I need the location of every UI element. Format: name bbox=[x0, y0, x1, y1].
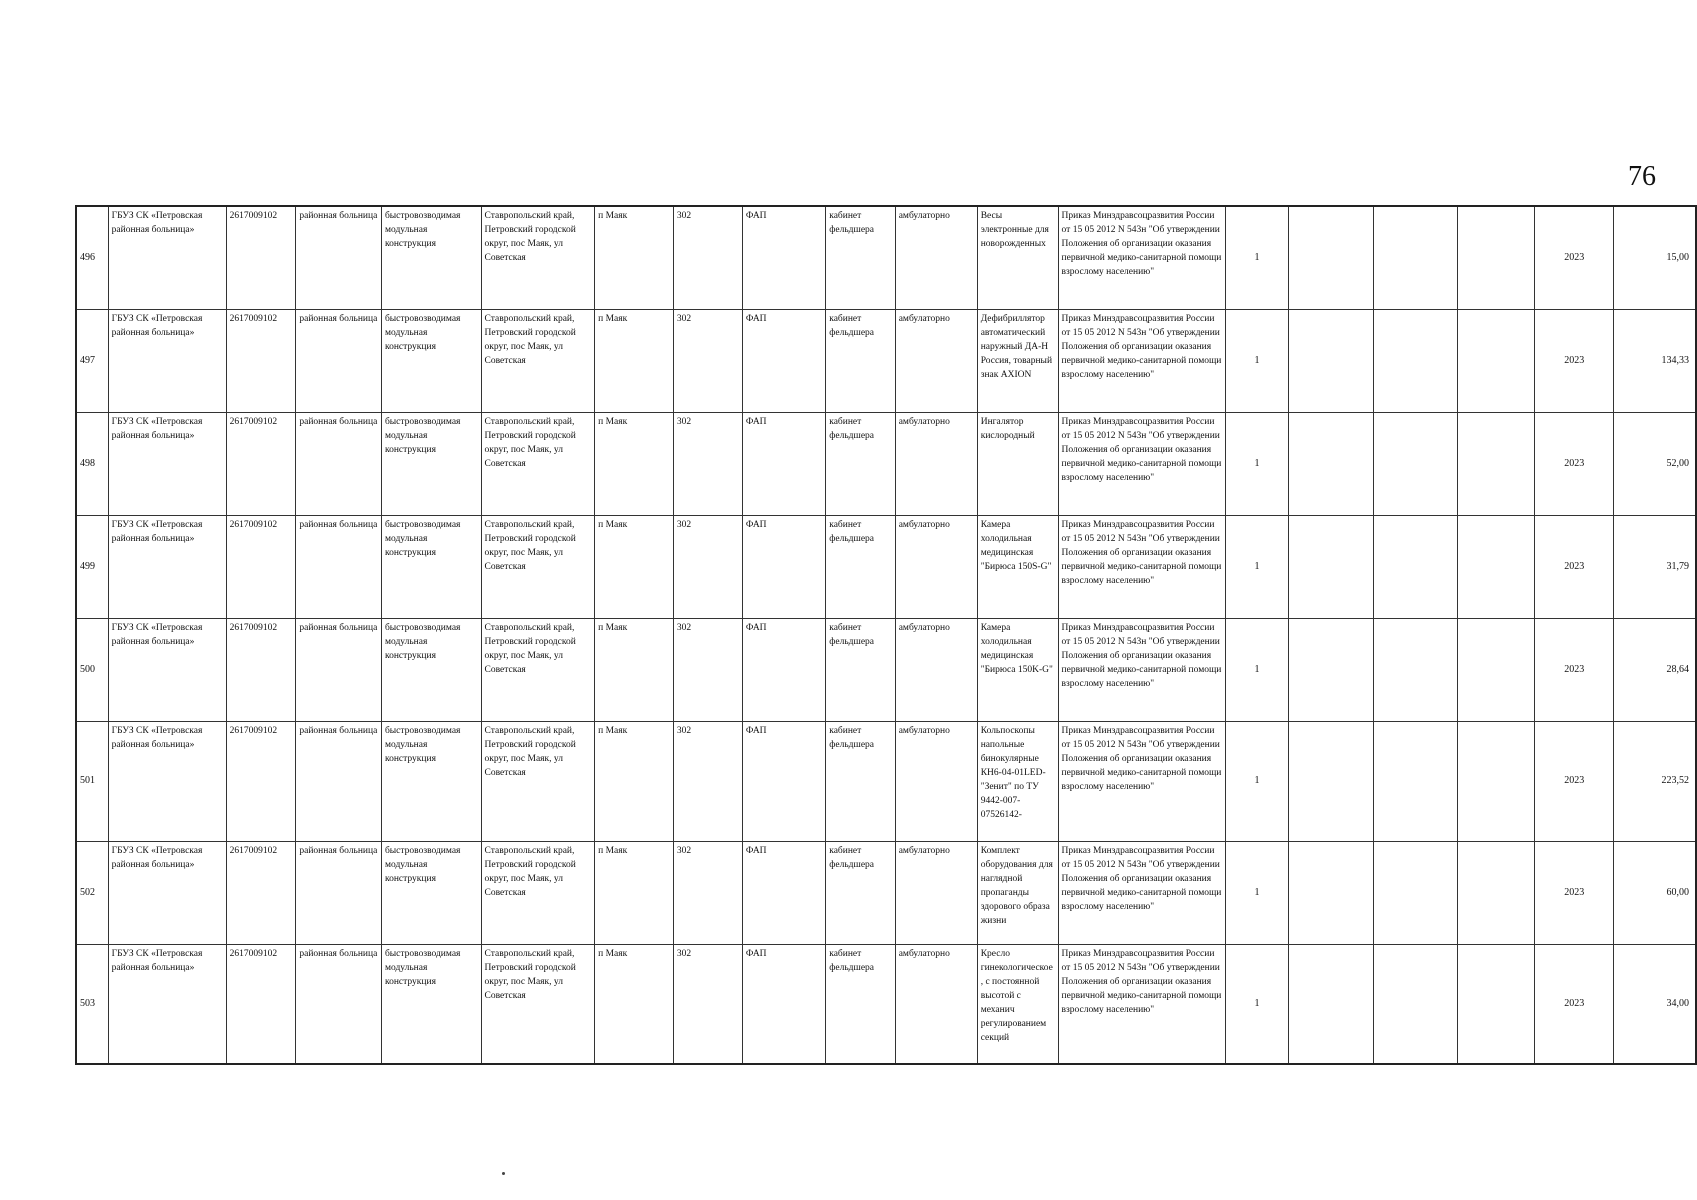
care-type-cell: амбулаторно bbox=[895, 309, 977, 412]
room-cell: кабинет фельдшера bbox=[826, 618, 896, 721]
empty-cell bbox=[1373, 515, 1457, 618]
amount-cell: 52,00 bbox=[1614, 412, 1696, 515]
amount-cell: 28,64 bbox=[1614, 618, 1696, 721]
locality-cell: п Маяк bbox=[595, 721, 674, 841]
table-row bbox=[76, 618, 1696, 721]
care-type-cell: амбулаторно bbox=[895, 841, 977, 944]
year-cell: 2023 bbox=[1535, 721, 1614, 841]
care-type-cell: амбулаторно bbox=[895, 944, 977, 1064]
locality-cell: п Маяк bbox=[595, 618, 674, 721]
row-number: 503 bbox=[76, 944, 108, 1064]
population-cell: 302 bbox=[673, 309, 742, 412]
organization-cell: ГБУЗ СК «Петровская районная больница» bbox=[108, 206, 226, 309]
empty-cell bbox=[1373, 618, 1457, 721]
empty-cell bbox=[1458, 309, 1535, 412]
quantity-cell: 1 bbox=[1225, 412, 1289, 515]
quantity-cell: 1 bbox=[1225, 515, 1289, 618]
equipment-cell: Кресло гинекологическое , с постоянной высотой с механич регулированием секций bbox=[977, 944, 1058, 1064]
locality-cell: п Маяк bbox=[595, 309, 674, 412]
empty-cell bbox=[1373, 309, 1457, 412]
population-cell: 302 bbox=[673, 721, 742, 841]
locality-cell: п Маяк bbox=[595, 412, 674, 515]
room-cell: кабинет фельдшера bbox=[826, 515, 896, 618]
table-row bbox=[76, 515, 1696, 618]
organization-cell: ГБУЗ СК «Петровская районная больница» bbox=[108, 309, 226, 412]
equipment-cell: Ингалятор кислородный bbox=[977, 412, 1058, 515]
room-cell: кабинет фельдшера bbox=[826, 944, 896, 1064]
empty-cell bbox=[1289, 515, 1373, 618]
locality-cell: п Маяк bbox=[595, 944, 674, 1064]
population-cell: 302 bbox=[673, 412, 742, 515]
care-type-cell: амбулаторно bbox=[895, 412, 977, 515]
amount-cell: 60,00 bbox=[1614, 841, 1696, 944]
locality-cell: п Маяк bbox=[595, 841, 674, 944]
order-cell: Приказ Минздравсоцразвития России от 15 05 2012 N 543н "Об утверждении Положения об организации оказания первичной медико-санитарной помощи взрослому населению" bbox=[1058, 944, 1225, 1064]
empty-cell bbox=[1289, 721, 1373, 841]
address-cell: Ставропольский край, Петровский городской округ, пос Маяк, ул Советская bbox=[481, 944, 595, 1064]
address-cell: Ставропольский край, Петровский городской округ, пос Маяк, ул Советская bbox=[481, 515, 595, 618]
construction-cell: быстровозводимая модульная конструкция bbox=[381, 721, 481, 841]
room-cell: кабинет фельдшера bbox=[826, 206, 896, 309]
room-cell: кабинет фельдшера bbox=[826, 309, 896, 412]
population-cell: 302 bbox=[673, 206, 742, 309]
address-cell: Ставропольский край, Петровский городской округ, пос Маяк, ул Советская bbox=[481, 841, 595, 944]
care-type-cell: амбулаторно bbox=[895, 721, 977, 841]
order-cell: Приказ Минздравсоцразвития России от 15 05 2012 N 543н "Об утверждении Положения об организации оказания первичной медико-санитарной помощи взрослому населению" bbox=[1058, 309, 1225, 412]
table-row bbox=[76, 841, 1696, 944]
year-cell: 2023 bbox=[1535, 618, 1614, 721]
page-number: 76 bbox=[1628, 161, 1656, 192]
amount-cell: 15,00 bbox=[1614, 206, 1696, 309]
room-cell: кабинет фельдшера bbox=[826, 721, 896, 841]
inn-cell: 2617009102 bbox=[226, 944, 296, 1064]
row-number: 500 bbox=[76, 618, 108, 721]
organization-cell: ГБУЗ СК «Петровская районная больница» bbox=[108, 618, 226, 721]
order-cell: Приказ Минздравсоцразвития России от 15 05 2012 N 543н "Об утверждении Положения об организации оказания первичной медико-санитарной помощи взрослому населению" bbox=[1058, 618, 1225, 721]
empty-cell bbox=[1289, 206, 1373, 309]
construction-cell: быстровозводимая модульная конструкция bbox=[381, 515, 481, 618]
quantity-cell: 1 bbox=[1225, 309, 1289, 412]
empty-cell bbox=[1458, 841, 1535, 944]
care-type-cell: амбулаторно bbox=[895, 206, 977, 309]
row-number: 501 bbox=[76, 721, 108, 841]
construction-cell: быстровозводимая модульная конструкция bbox=[381, 309, 481, 412]
inn-cell: 2617009102 bbox=[226, 721, 296, 841]
equipment-cell: Камера холодильная медицинская "Бирюса 150K-G" bbox=[977, 618, 1058, 721]
quantity-cell: 1 bbox=[1225, 618, 1289, 721]
construction-cell: быстровозводимая модульная конструкция bbox=[381, 841, 481, 944]
facility-type-cell: районная больница bbox=[296, 515, 382, 618]
empty-cell bbox=[1289, 309, 1373, 412]
construction-cell: быстровозводимая модульная конструкция bbox=[381, 944, 481, 1064]
stray-dot bbox=[502, 1172, 505, 1175]
facility-type-cell: районная больница bbox=[296, 944, 382, 1064]
amount-cell: 31,79 bbox=[1614, 515, 1696, 618]
amount-cell: 134,33 bbox=[1614, 309, 1696, 412]
quantity-cell: 1 bbox=[1225, 206, 1289, 309]
empty-cell bbox=[1373, 206, 1457, 309]
facility-cell: ФАП bbox=[742, 618, 825, 721]
table-row bbox=[76, 412, 1696, 515]
empty-cell bbox=[1458, 721, 1535, 841]
organization-cell: ГБУЗ СК «Петровская районная больница» bbox=[108, 412, 226, 515]
table-row bbox=[76, 309, 1696, 412]
equipment-cell: Камера холодильная медицинская "Бирюса 150S-G" bbox=[977, 515, 1058, 618]
facility-type-cell: районная больница bbox=[296, 309, 382, 412]
facility-cell: ФАП bbox=[742, 309, 825, 412]
address-cell: Ставропольский край, Петровский городской округ, пос Маяк, ул Советская bbox=[481, 618, 595, 721]
inn-cell: 2617009102 bbox=[226, 515, 296, 618]
row-number: 499 bbox=[76, 515, 108, 618]
facility-cell: ФАП bbox=[742, 841, 825, 944]
locality-cell: п Маяк bbox=[595, 515, 674, 618]
row-number: 497 bbox=[76, 309, 108, 412]
equipment-table bbox=[75, 205, 1697, 1065]
empty-cell bbox=[1458, 515, 1535, 618]
order-cell: Приказ Минздравсоцразвития России от 15 05 2012 N 543н "Об утверждении Положения об организации оказания первичной медико-санитарной помощи взрослому населению" bbox=[1058, 412, 1225, 515]
equipment-cell: Комплект оборудования для наглядной пропаганды здорового образа жизни bbox=[977, 841, 1058, 944]
facility-cell: ФАП bbox=[742, 206, 825, 309]
construction-cell: быстровозводимая модульная конструкция bbox=[381, 618, 481, 721]
organization-cell: ГБУЗ СК «Петровская районная больница» bbox=[108, 944, 226, 1064]
empty-cell bbox=[1458, 412, 1535, 515]
order-cell: Приказ Минздравсоцразвития России от 15 05 2012 N 543н "Об утверждении Положения об организации оказания первичной медико-санитарной помощи взрослому населению" bbox=[1058, 721, 1225, 841]
order-cell: Приказ Минздравсоцразвития России от 15 05 2012 N 543н "Об утверждении Положения об организации оказания первичной медико-санитарной помощи взрослому населению" bbox=[1058, 841, 1225, 944]
population-cell: 302 bbox=[673, 618, 742, 721]
facility-type-cell: районная больница bbox=[296, 618, 382, 721]
address-cell: Ставропольский край, Петровский городской округ, пос Маяк, ул Советская bbox=[481, 412, 595, 515]
facility-cell: ФАП bbox=[742, 412, 825, 515]
construction-cell: быстровозводимая модульная конструкция bbox=[381, 412, 481, 515]
table-row bbox=[76, 944, 1696, 1064]
empty-cell bbox=[1458, 206, 1535, 309]
equipment-cell: Дефибриллятор автоматический наружный ДА-Н Россия, товарный знак AXION bbox=[977, 309, 1058, 412]
empty-cell bbox=[1373, 721, 1457, 841]
equipment-cell: Кольпоскопы напольные бинокулярные КН6-04-01LED-"Зенит" по ТУ 9442-007-07526142- bbox=[977, 721, 1058, 841]
inn-cell: 2617009102 bbox=[226, 841, 296, 944]
facility-type-cell: районная больница bbox=[296, 206, 382, 309]
address-cell: Ставропольский край, Петровский городской округ, пос Маяк, ул Советская bbox=[481, 309, 595, 412]
row-number: 498 bbox=[76, 412, 108, 515]
facility-cell: ФАП bbox=[742, 944, 825, 1064]
facility-cell: ФАП bbox=[742, 515, 825, 618]
construction-cell: быстровозводимая модульная конструкция bbox=[381, 206, 481, 309]
care-type-cell: амбулаторно bbox=[895, 618, 977, 721]
address-cell: Ставропольский край, Петровский городской округ, пос Маяк, ул Советская bbox=[481, 206, 595, 309]
year-cell: 2023 bbox=[1535, 515, 1614, 618]
population-cell: 302 bbox=[673, 515, 742, 618]
amount-cell: 34,00 bbox=[1614, 944, 1696, 1064]
address-cell: Ставропольский край, Петровский городской округ, пос Маяк, ул Советская bbox=[481, 721, 595, 841]
order-cell: Приказ Минздравсоцразвития России от 15 05 2012 N 543н "Об утверждении Положения об организации оказания первичной медико-санитарной помощи взрослому населению" bbox=[1058, 515, 1225, 618]
inn-cell: 2617009102 bbox=[226, 206, 296, 309]
population-cell: 302 bbox=[673, 944, 742, 1064]
facility-type-cell: районная больница bbox=[296, 721, 382, 841]
population-cell: 302 bbox=[673, 841, 742, 944]
room-cell: кабинет фельдшера bbox=[826, 412, 896, 515]
inn-cell: 2617009102 bbox=[226, 309, 296, 412]
quantity-cell: 1 bbox=[1225, 944, 1289, 1064]
empty-cell bbox=[1289, 841, 1373, 944]
year-cell: 2023 bbox=[1535, 309, 1614, 412]
empty-cell bbox=[1373, 412, 1457, 515]
empty-cell bbox=[1289, 618, 1373, 721]
year-cell: 2023 bbox=[1535, 944, 1614, 1064]
row-number: 502 bbox=[76, 841, 108, 944]
facility-cell: ФАП bbox=[742, 721, 825, 841]
year-cell: 2023 bbox=[1535, 841, 1614, 944]
empty-cell bbox=[1458, 944, 1535, 1064]
organization-cell: ГБУЗ СК «Петровская районная больница» bbox=[108, 841, 226, 944]
facility-type-cell: районная больница bbox=[296, 412, 382, 515]
care-type-cell: амбулаторно bbox=[895, 515, 977, 618]
year-cell: 2023 bbox=[1535, 206, 1614, 309]
room-cell: кабинет фельдшера bbox=[826, 841, 896, 944]
empty-cell bbox=[1373, 841, 1457, 944]
locality-cell: п Маяк bbox=[595, 206, 674, 309]
quantity-cell: 1 bbox=[1225, 841, 1289, 944]
empty-cell bbox=[1373, 944, 1457, 1064]
empty-cell bbox=[1458, 618, 1535, 721]
amount-cell: 223,52 bbox=[1614, 721, 1696, 841]
year-cell: 2023 bbox=[1535, 412, 1614, 515]
quantity-cell: 1 bbox=[1225, 721, 1289, 841]
inn-cell: 2617009102 bbox=[226, 618, 296, 721]
equipment-cell: Весы электронные для новорожденных bbox=[977, 206, 1058, 309]
order-cell: Приказ Минздравсоцразвития России от 15 05 2012 N 543н "Об утверждении Положения об организации оказания первичной медико-санитарной помощи взрослому населению" bbox=[1058, 206, 1225, 309]
organization-cell: ГБУЗ СК «Петровская районная больница» bbox=[108, 721, 226, 841]
organization-cell: ГБУЗ СК «Петровская районная больница» bbox=[108, 515, 226, 618]
row-number: 496 bbox=[76, 206, 108, 309]
facility-type-cell: районная больница bbox=[296, 841, 382, 944]
empty-cell bbox=[1289, 944, 1373, 1064]
table-row bbox=[76, 721, 1696, 841]
inn-cell: 2617009102 bbox=[226, 412, 296, 515]
empty-cell bbox=[1289, 412, 1373, 515]
table-row bbox=[76, 206, 1696, 309]
